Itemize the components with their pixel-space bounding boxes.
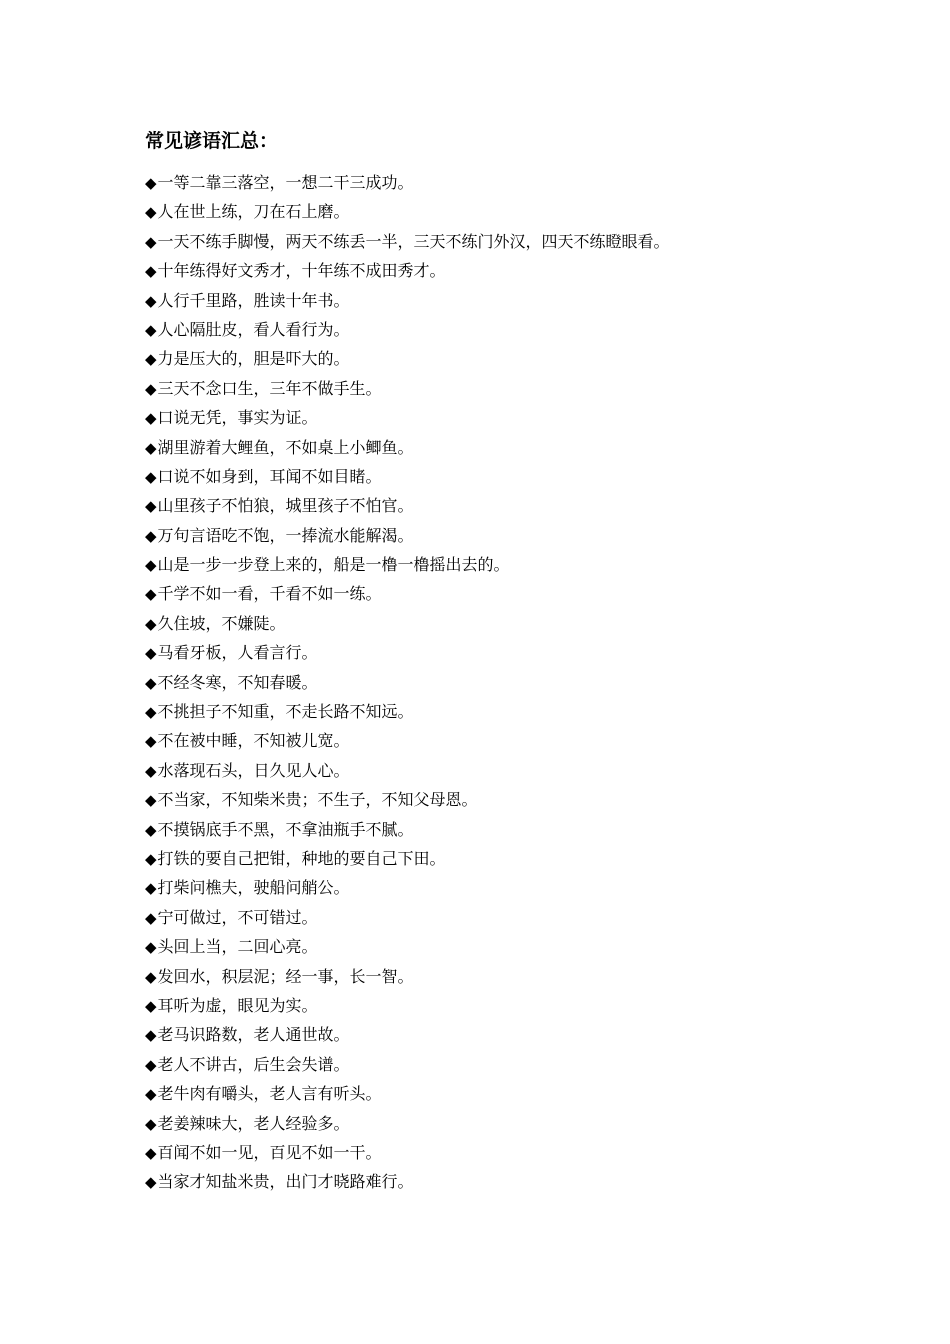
diamond-bullet-icon: ◆ — [145, 585, 157, 604]
diamond-bullet-icon: ◆ — [145, 467, 157, 486]
proverb-text: 十年练得好文秀才，十年练不成田秀才。 — [157, 261, 446, 281]
list-item — [145, 932, 670, 961]
diamond-bullet-icon: ◆ — [145, 938, 157, 957]
proverb-text: 不经冬寒，不知春暖。 — [157, 672, 318, 692]
list-item — [145, 433, 670, 462]
list-item — [145, 1020, 670, 1049]
diamond-bullet-icon: ◆ — [145, 614, 157, 633]
diamond-bullet-icon: ◆ — [145, 1114, 157, 1133]
proverb-text: 不摸锅底手不黑，不拿油瓶手不腻。 — [157, 819, 414, 839]
list-item — [145, 315, 670, 344]
proverb-text: 一等二靠三落空，一想二干三成功。 — [157, 173, 414, 192]
diamond-bullet-icon: ◆ — [145, 203, 157, 222]
proverb-text: 人行千里路，胜读十年书。 — [157, 290, 350, 310]
list-item — [145, 785, 670, 814]
list-item — [145, 609, 670, 638]
diamond-bullet-icon: ◆ — [145, 497, 157, 516]
list-item — [145, 815, 670, 844]
list-item — [145, 286, 670, 315]
proverb-text: 口说不如身到，耳闻不如目睹。 — [157, 466, 382, 486]
proverb-text: 水落现石头，日久见人心。 — [157, 760, 350, 780]
diamond-bullet-icon: ◆ — [145, 409, 157, 428]
list-item — [145, 344, 670, 373]
list-item — [145, 462, 670, 491]
diamond-bullet-icon: ◆ — [145, 1173, 157, 1192]
proverb-text: 不挑担子不知重，不走长路不知远。 — [157, 702, 414, 722]
list-item — [145, 756, 670, 785]
list-item — [145, 403, 670, 432]
list-item — [145, 374, 670, 403]
proverb-text: 不当家，不知柴米贵；不生子，不知父母恩。 — [157, 790, 478, 810]
list-item — [145, 844, 670, 873]
list-item — [145, 903, 670, 932]
proverb-text: 山是一步一步登上来的，船是一橹一橹摇出去的。 — [157, 555, 510, 575]
diamond-bullet-icon: ◆ — [145, 849, 157, 868]
list-item — [145, 1050, 670, 1079]
proverb-text: 不在被中睡，不知被儿宽。 — [157, 731, 350, 751]
proverb-text: 打铁的要自己把钳，种地的要自己下田。 — [157, 848, 446, 868]
list-item — [145, 1079, 670, 1108]
diamond-bullet-icon: ◆ — [145, 761, 157, 780]
proverb-text: 百闻不如一见，百见不如一干。 — [157, 1142, 382, 1162]
diamond-bullet-icon: ◆ — [145, 820, 157, 839]
proverb-text: 老姜辣味大，老人经验多。 — [157, 1113, 350, 1133]
proverb-text: 头回上当，二回心亮。 — [157, 937, 318, 957]
list-item — [145, 991, 670, 1020]
diamond-bullet-icon: ◆ — [145, 879, 157, 898]
document-title: 常见谚语汇总： — [145, 130, 279, 152]
proverb-text: 力是压大的，胆是吓大的。 — [157, 349, 350, 369]
list-item — [145, 873, 670, 902]
list-item — [145, 579, 670, 608]
proverb-text: 耳听为虚，眼见为实。 — [157, 995, 318, 1015]
diamond-bullet-icon: ◆ — [145, 908, 157, 927]
diamond-bullet-icon: ◆ — [145, 1085, 157, 1104]
proverb-list — [145, 168, 670, 1197]
diamond-bullet-icon: ◆ — [145, 996, 157, 1015]
proverb-text: 打柴问樵夫，驶船问艄公。 — [157, 878, 350, 898]
proverb-text: 老人不讲古，后生会失谱。 — [157, 1054, 350, 1074]
list-item — [145, 521, 670, 550]
diamond-bullet-icon: ◆ — [145, 1026, 157, 1045]
proverb-text: 老牛肉有嚼头，老人言有听头。 — [157, 1084, 382, 1104]
diamond-bullet-icon: ◆ — [145, 174, 157, 192]
list-item — [145, 550, 670, 579]
diamond-bullet-icon: ◆ — [145, 644, 157, 663]
diamond-bullet-icon: ◆ — [145, 703, 157, 722]
diamond-bullet-icon: ◆ — [145, 967, 157, 986]
proverb-text: 老马识路数，老人通世故。 — [157, 1025, 350, 1045]
list-item — [145, 962, 670, 991]
proverb-text: 马看牙板，人看言行。 — [157, 643, 318, 663]
proverb-text: 山里孩子不怕狼，城里孩子不怕官。 — [157, 496, 414, 516]
list-item — [145, 491, 670, 520]
diamond-bullet-icon: ◆ — [145, 732, 157, 751]
diamond-bullet-icon: ◆ — [145, 1055, 157, 1074]
proverb-text: 人心隔肚皮，看人看行为。 — [157, 319, 350, 339]
list-item — [145, 1138, 670, 1167]
proverb-text: 千学不如一看，千看不如一练。 — [157, 584, 382, 604]
diamond-bullet-icon: ◆ — [145, 1143, 157, 1162]
proverb-text: 口说无凭，事实为证。 — [157, 408, 318, 428]
proverb-text: 发回水，积层泥；经一事，长一智。 — [157, 966, 414, 986]
diamond-bullet-icon: ◆ — [145, 291, 157, 310]
diamond-bullet-icon: ◆ — [145, 556, 157, 575]
diamond-bullet-icon: ◆ — [145, 673, 157, 692]
proverb-text: 人在世上练，刀在石上磨。 — [157, 202, 350, 222]
list-item — [145, 168, 670, 197]
proverb-text: 久住坡，不嫌陡。 — [157, 613, 286, 633]
list-item — [145, 668, 670, 697]
proverb-text: 万句言语吃不饱，一捧流水能解渴。 — [157, 525, 414, 545]
proverb-text: 三天不念口生，三年不做手生。 — [157, 378, 382, 398]
proverb-text: 一天不练手脚慢，两天不练丢一半，三天不练门外汉，四天不练瞪眼看。 — [157, 231, 670, 251]
list-item — [145, 638, 670, 667]
diamond-bullet-icon: ◆ — [145, 320, 157, 339]
list-item — [145, 726, 670, 755]
diamond-bullet-icon: ◆ — [145, 379, 157, 398]
diamond-bullet-icon: ◆ — [145, 791, 157, 810]
diamond-bullet-icon: ◆ — [145, 262, 157, 281]
list-item — [145, 1109, 670, 1138]
list-item — [145, 697, 670, 726]
list-item — [145, 227, 670, 256]
diamond-bullet-icon: ◆ — [145, 526, 157, 545]
list-item — [145, 256, 670, 285]
proverb-text: 宁可做过，不可错过。 — [157, 907, 318, 927]
list-item — [145, 1167, 670, 1196]
proverb-text: 湖里游着大鲤鱼，不如桌上小鲫鱼。 — [157, 437, 414, 457]
diamond-bullet-icon: ◆ — [145, 438, 157, 457]
list-item — [145, 197, 670, 226]
proverb-text: 当家才知盐米贵，出门才晓路难行。 — [157, 1172, 414, 1192]
diamond-bullet-icon: ◆ — [145, 350, 157, 369]
diamond-bullet-icon: ◆ — [145, 232, 157, 251]
